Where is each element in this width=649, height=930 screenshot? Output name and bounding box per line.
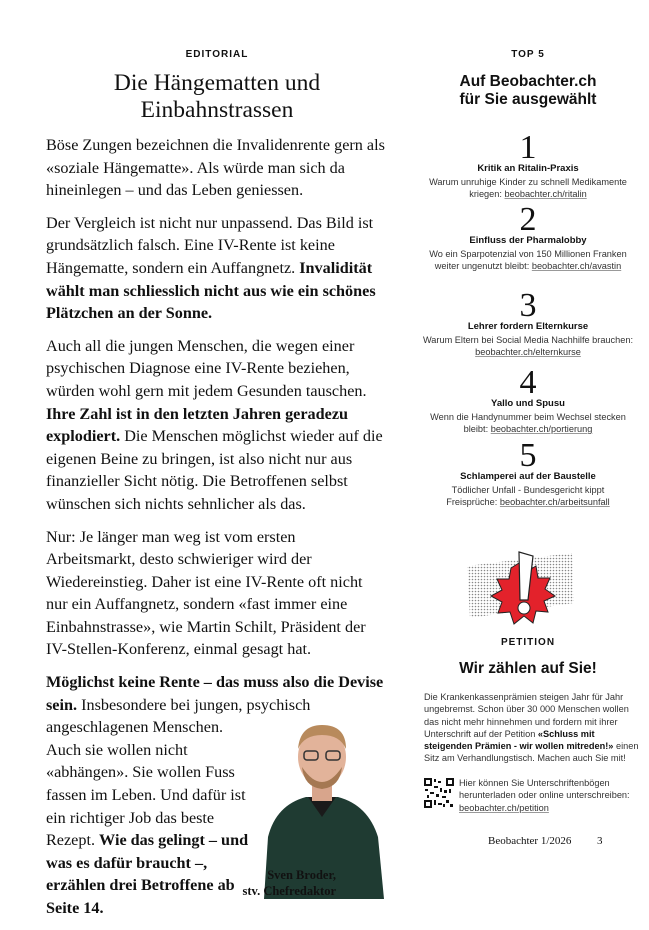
- title-line: für Sie ausgewählt: [459, 91, 597, 108]
- bold-text: «Schluss mit steigenden Prämien - wir wollen mitreden!»: [424, 728, 614, 752]
- paragraph: [46, 526, 388, 662]
- editorial-title: [46, 70, 388, 124]
- editorial-body: [46, 134, 388, 930]
- text: Die Krankenkassenprämien steigen Jahr für Jahr ungebremst. Schon über 30 000 Menschen wollen das nicht mehr hinnehmen und fordern mit ihrer Unterschrift auf der Petition: [424, 692, 629, 739]
- top5-item: [414, 201, 642, 273]
- item-heading: Lehrer fordern Elternkurse: [467, 321, 589, 332]
- page-number: 3: [597, 835, 603, 847]
- item-heading: Kritik an Ritalin-Praxis: [477, 163, 579, 174]
- item-heading: Yallo und Spusu: [491, 398, 565, 409]
- item-text: Wenn die Handynummer beim Wechsel stecken bleibt:: [430, 411, 626, 434]
- qr-text: [459, 777, 639, 814]
- item-number: 3: [519, 287, 537, 324]
- petition-kicker: PETITION: [500, 637, 556, 648]
- paragraph: [46, 335, 388, 516]
- item-heading: Einfluss der Pharmalobby: [469, 235, 587, 246]
- author-name: Sven Broder,: [267, 868, 336, 883]
- author-role: stv. Chefredaktor: [242, 884, 336, 899]
- text: Die Menschen möglichst wieder auf die eigenen Beine zu bringen, ist also nicht nur aus finanzieller Sicht nötig. Die Betroffenen selbst wünschen sich nichts sehnlicher als das.: [46, 427, 383, 513]
- text: Auch all die jungen Menschen, die wegen einer psychischen Diagnose eine IV-Rente beziehen, würden wohl gern mit jedem Gesunden tauschen.: [46, 336, 367, 400]
- text: Insbesondere bei jungen, psychisch angeschlagenen Menschen. Auch sie wollen nicht «abhängen». Sie wollen Fuss fassen im Leben. Und dafür ist ein richtiger Job das beste Rezept.: [46, 695, 311, 850]
- bold-text: Invalidität wählt man schliesslich nicht aus wie ein schönes Plätzchen an der Sonne.: [46, 258, 376, 323]
- item-link[interactable]: beobachter.ch/elternkurse: [475, 347, 581, 357]
- text: Böse Zungen bezeichnen die Invalidenrente gern als «soziale Hängematte». Als würde man sich da hineinlegen – und das Leben geniessen.: [46, 136, 385, 200]
- petition-link[interactable]: beobachter.ch/petition: [459, 802, 549, 813]
- text: Der Vergleich ist nicht nur unpassend. Das Bild ist grundsätzlich falsch. Eine IV-Rente ist keine Hängematte, sondern ein Auffangnetz.: [46, 213, 374, 277]
- item-number: 1: [519, 129, 537, 166]
- item-text: Warum unruhige Kinder zu schnell Medikamente kriegen:: [429, 176, 627, 199]
- title-line: Auf Beobachter.ch: [459, 73, 597, 90]
- top5-item: [414, 287, 642, 359]
- paragraph: [46, 134, 388, 202]
- bold-text: Wie das gelingt – und was es dafür braucht –, erzählen drei Betroffene ab Seite 14.: [46, 831, 249, 917]
- item-text: Warum Eltern bei Social Media Nachhilfe brauchen:: [422, 334, 634, 345]
- top5-item: [414, 437, 642, 509]
- title-line: Einbahnstrassen: [140, 97, 294, 123]
- text: einen Sitz am Verhandlungstisch. Machen auch Sie mit!: [424, 741, 639, 764]
- item-number: 5: [519, 437, 537, 474]
- item-link[interactable]: beobachter.ch/ritalin: [504, 189, 587, 199]
- qr-code-icon[interactable]: [424, 778, 454, 808]
- title-line: Die Hängematten und: [113, 70, 321, 96]
- top5-title: [414, 73, 642, 109]
- bold-text: Ihre Zahl ist in den letzten Jahren geradezu explodiert.: [46, 404, 349, 446]
- petition-body: [424, 691, 639, 765]
- petition-title: Wir zählen auf Sie!: [459, 660, 597, 677]
- item-text: Wo ein Sparpotenzial von 150 Millionen Franken weiter ungenutzt bleibt:: [429, 248, 627, 271]
- paragraph: [46, 212, 388, 325]
- item-link[interactable]: beobachter.ch/portierung: [490, 424, 593, 434]
- editorial-kicker: EDITORIAL: [185, 49, 249, 60]
- item-heading: Schlamperei auf der Baustelle: [460, 471, 596, 482]
- issue-label: Beobachter 1/2026: [488, 835, 572, 847]
- text: Nur: Je länger man weg ist vom ersten Arbeitsmarkt, desto schwieriger wird der Wiedereinstieg. Daher ist eine IV-Rente oft nicht nur ein Auffangnetz, sondern «fast immer eine Einbahnstrasse», wie Martin Schilt, Präsident der IV-Stellen-Konferenz, einmal gesagt hat.: [46, 527, 366, 659]
- top5-item: [414, 364, 642, 436]
- bold-text: Möglichst keine Rente – das muss also die Devise sein.: [46, 673, 384, 714]
- item-link[interactable]: beobachter.ch/avastin: [531, 261, 622, 271]
- top5-kicker: TOP 5: [511, 49, 545, 60]
- petition-badge-icon: [462, 548, 592, 630]
- top5-item: [414, 129, 642, 201]
- text: Hier können Sie Unterschriftenbögen herunterladen oder online unterschreiben:: [459, 778, 630, 801]
- item-text: Tödlicher Unfall - Bundesgericht kippt Freisprüche:: [446, 484, 605, 507]
- item-link[interactable]: beobachter.ch/arbeitsunfall: [499, 497, 610, 507]
- item-number: 4: [519, 364, 537, 401]
- item-number: 2: [519, 201, 537, 238]
